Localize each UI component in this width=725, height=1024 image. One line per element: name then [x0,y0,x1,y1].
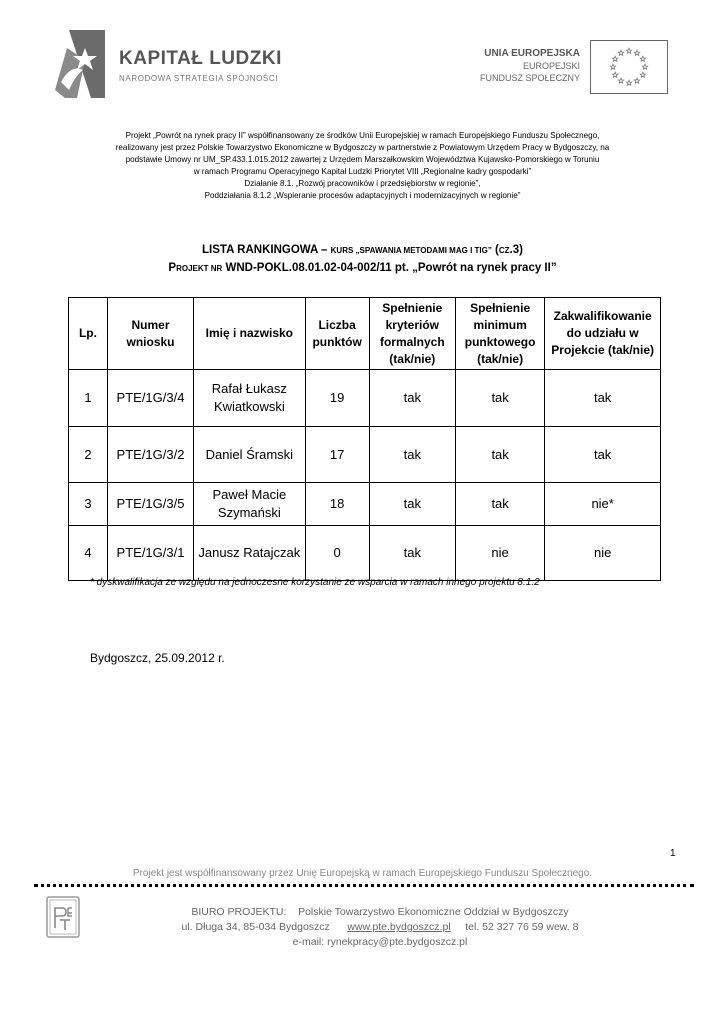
eu-star-icon [618,78,623,83]
office-info [120,905,640,950]
office-address: ul. Długa 34, 85-034 Bydgoszcz [181,921,330,933]
list-title-part-num: .3) [509,244,523,256]
cell-points: 17 [305,427,369,483]
pte-logo-icon [46,896,80,938]
column-header-numer: Numer wniosku [107,298,193,370]
footer-divider [34,884,694,887]
kapital-ludzki-emblem-icon [55,30,105,98]
eu-star-icon [626,80,631,85]
intro-line: Poddziałania 8.1.2 „Wspieranie procesów adaptacyjnych i modernizacyjnych w regionie” [204,191,521,200]
cell-name: Rafał Łukasz Kwiatkowski [194,370,305,427]
cell-numer: PTE/1G/3/1 [107,526,193,581]
eu-star-icon [640,56,645,61]
eu-fund-line1: EUROPEJSKI [522,61,580,71]
cell-points: 18 [305,483,369,526]
list-title-part: CZ [498,246,510,255]
table-header-row [69,298,661,370]
eu-star-icon [612,56,617,61]
cell-formal: tak [369,526,455,581]
table-row [69,483,661,526]
cell-numer: PTE/1G/3/2 [107,427,193,483]
intro-line: Działanie 8.1. „Rozwój pracowników i przedsiębiorstw w regionie”, [244,179,481,188]
column-header-formal: Spełnienie kryteriów formalnych (tak/nie) [369,298,455,370]
project-intro [80,130,645,202]
table-row [69,370,661,427]
list-title-paren: ( [491,244,499,256]
contact-line [120,920,640,935]
project-title [0,262,725,274]
cell-name: Janusz Ratajczak [194,526,305,581]
cell-qualified: nie* [545,483,661,526]
office-line [120,905,640,920]
eu-star-icon [626,48,631,53]
eu-star-icon [642,64,647,69]
cofinance-note: Projekt jest współfinansowany przez Unię Europejską w ramach Europejskiego Funduszu Społecznego. [132,868,593,879]
cell-lp: 4 [69,526,108,581]
cell-qualified: nie [545,526,661,581]
project-title-small: ROJEKT NR [176,264,223,273]
table-row [69,427,661,483]
cell-name: Paweł Macie Szymański [194,483,305,526]
kapital-ludzki-title: KAPITAŁ LUDZKI [119,48,282,69]
list-title-main: LISTA RANKINGOWA – [202,244,331,256]
cell-qualified: tak [545,370,661,427]
cell-points: 0 [305,526,369,581]
cell-lp: 1 [69,370,108,427]
eu-star-icon [634,50,639,55]
column-header-lp: Lp. [69,298,108,370]
eu-flag-icon [590,40,668,94]
cell-numer: PTE/1G/3/5 [107,483,193,526]
project-title-initial: P [168,262,177,274]
project-title-main: WND-POKL.08.01.02-04-002/11 pt. „Powrót na rynek pracy II” [222,262,557,274]
eu-star-icon [610,64,615,69]
kapital-ludzki-logo [55,30,295,102]
cell-name: Daniel Śramski [194,427,305,483]
office-name: Polskie Towarzystwo Ekonomiczne Oddział w Bydgoszczy [298,906,569,918]
column-header-qualified: Zakwalifikowanie do udziału w Projekcie (tak/nie) [545,298,661,370]
kapital-ludzki-subtitle: NARODOWA STRATEGIA SPÓJNOŚCI [119,74,279,83]
eu-title: UNIA EUROPEJSKA [484,48,580,59]
cell-minimum: nie [455,526,544,581]
table-row [69,526,661,581]
cell-formal: tak [369,427,455,483]
list-title-course: KURS „SPAWANIA METODAMI MAG I TIG” [330,246,492,255]
office-phone: tel. 52 327 76 59 wew. 8 [465,921,579,933]
office-label: BIURO PROJEKTU: [191,906,287,918]
eu-fund-line2: FUNDUSZ SPOŁECZNY [479,73,580,83]
intro-line: Projekt „Powrót na rynek pracy II” współfinansowany ze środków Unii Europejskiej w ramach Europejskiego Funduszu Społecznego, [125,131,600,140]
cell-minimum: tak [455,370,544,427]
eu-star-icon [612,72,617,77]
list-title [0,244,725,256]
column-header-name: Imię i nazwisko [194,298,305,370]
cell-lp: 2 [69,427,108,483]
website-link[interactable]: www.pte.bydgoszcz.pl [347,921,451,933]
cell-lp: 3 [69,483,108,526]
cell-numer: PTE/1G/3/4 [107,370,193,427]
office-email[interactable]: e-mail: rynekpracy@pte.bydgoszcz.pl [292,936,468,948]
page-number: 1 [670,848,676,859]
footnote: * dyskwalifikacja ze względu na jednoczesne korzystanie ze wsparcia w ramach innego projektu 8.1.2 [90,577,540,588]
cell-points: 19 [305,370,369,427]
cell-qualified: tak [545,427,661,483]
eu-logo [468,40,668,100]
eu-star-icon [634,78,639,83]
column-header-points: Liczba punktów [305,298,369,370]
cell-minimum: tak [455,427,544,483]
eu-star-icon [618,50,623,55]
column-header-minimum: Spełnienie minimum punktowego (tak/nie) [455,298,544,370]
intro-line: podstawie Umowy nr UM_SP.433.1.015.2012 zawartej z Urzędem Marszałkowskim Województwa Kujawsko-Pomorskiego w Toruniu [125,155,600,164]
eu-star-icon [640,72,645,77]
place-date: Bydgoszcz, 25.09.2012 r. [90,651,225,665]
ranking-table [68,297,661,581]
cell-minimum: tak [455,483,544,526]
cell-formal: tak [369,483,455,526]
intro-line: realizowany jest przez Polskie Towarzystwo Ekonomiczne w Bydgoszczy w partnerstwie z Powiatowym Urzędem Pracy w Bydgoszczy, na [115,143,610,152]
intro-line: w ramach Programu Operacyjnego Kapitał Ludzki Priorytet VIII „Regionalne kadry gospodarki” [193,167,532,176]
cell-formal: tak [369,370,455,427]
